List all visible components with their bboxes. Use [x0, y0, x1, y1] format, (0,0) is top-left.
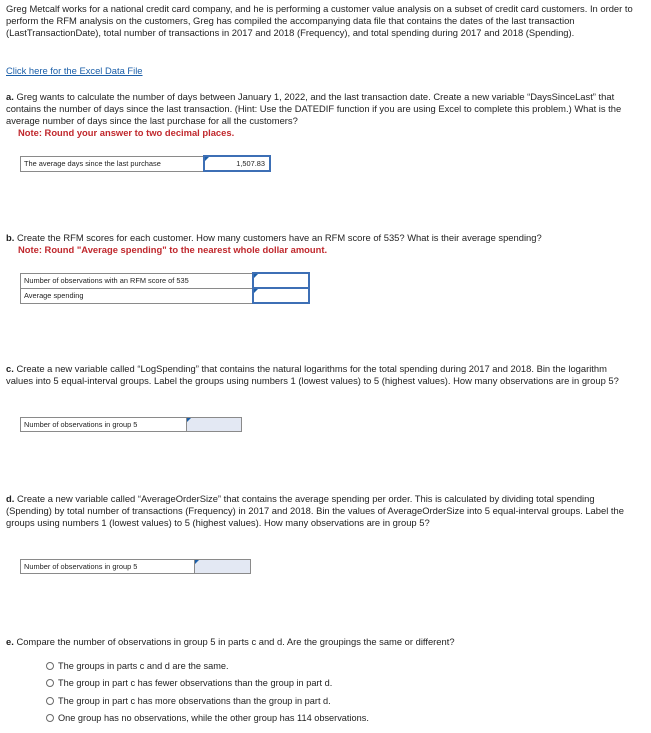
part-d-label: d.: [6, 493, 15, 504]
part-c-question: [6, 363, 634, 387]
input-corner-marker: [195, 560, 199, 564]
rfm-535-count-label: Number of observations with an RFM score of 535: [21, 273, 254, 288]
option-one-empty[interactable]: [46, 712, 369, 724]
radio-button[interactable]: [46, 697, 54, 705]
radio-button[interactable]: [46, 714, 54, 722]
radio-button[interactable]: [46, 662, 54, 670]
average-spending-input[interactable]: [253, 288, 309, 303]
table-row: [21, 560, 251, 574]
part-a-question: [6, 91, 634, 139]
table-row: [21, 156, 271, 171]
part-d-group5-input[interactable]: [195, 560, 251, 574]
part-e-label: e.: [6, 636, 14, 647]
part-d-answer-table: [20, 559, 251, 574]
part-a-label: a.: [6, 91, 14, 102]
radio-button[interactable]: [46, 679, 54, 687]
problem-intro: Greg Metcalf works for a national credit card company, and he is performing a customer value analysis on a subset of credit card customers. In order to perform the RFM analysis on the customers, Greg has compiled the accompanying data file that contains the dates of the last transaction (LastTransactionDate), total number of transactions in 2017 and 2018 (Frequency), and total spending during 2017 and 2018 (Spending).: [6, 3, 633, 38]
part-d-text: Create a new variable called “AverageOrderSize” that contains the average spending per order. This is calculated by dividing total spending (Spending) by total number of transactions (Frequency) in 2017 and 2018. Bin the values of AverageOrderSize into 5 equal-interval groups. Label the groups using numbers 1 (lowest values) to 5 (highest values). How many observations are in group 5?: [6, 493, 624, 528]
part-a-answer-table: [20, 155, 271, 172]
input-corner-marker: [187, 418, 191, 422]
rfm-535-count-input[interactable]: [253, 273, 309, 288]
part-e-text: Compare the number of observations in group 5 in parts c and d. Are the groupings the same or different?: [16, 636, 455, 647]
option-label: The groups in parts c and d are the same.: [58, 661, 229, 671]
option-label: One group has no observations, while the other group has 114 observations.: [58, 713, 369, 723]
part-b-label: b.: [6, 232, 15, 243]
input-corner-marker: [254, 289, 258, 293]
excel-data-file-link[interactable]: Click here for the Excel Data File: [6, 65, 143, 76]
part-a-text: Greg wants to calculate the number of days between January 1, 2022, and the last transaction date. Create a new variable “DaysSinceLast” that contains the number of days since the last transaction. (Hint: Use the DATEDIF function if you are using Excel to complete this problem.) What is the average number of days since the last purchase for all the customers?: [6, 91, 622, 126]
average-days-value: 1,507.83: [236, 159, 265, 168]
part-c-group5-label: Number of observations in group 5: [21, 418, 187, 432]
part-b-note: Note: Round "Average spending" to the nearest whole dollar amount.: [18, 243, 328, 255]
part-c-label: c.: [6, 363, 14, 374]
part-e-question: [6, 636, 634, 648]
part-c-group5-input[interactable]: [187, 418, 242, 432]
table-row: [21, 288, 310, 303]
part-b-question: [6, 232, 634, 256]
option-label: The group in part c has fewer observations than the group in part d.: [58, 678, 333, 688]
table-row: [21, 273, 310, 288]
average-days-input[interactable]: [204, 156, 270, 171]
part-d-group5-label: Number of observations in group 5: [21, 560, 195, 574]
option-c-fewer[interactable]: [46, 677, 332, 689]
part-b-text: Create the RFM scores for each customer. How many customers have an RFM score of 535? What is their average spending?: [16, 232, 542, 243]
table-row: [21, 418, 242, 432]
input-corner-marker: [205, 157, 209, 161]
option-label: The group in part c has more observations than the group in part d.: [58, 696, 331, 706]
average-spending-label: Average spending: [21, 288, 254, 303]
part-d-question: [6, 493, 634, 529]
option-groups-same[interactable]: [46, 660, 229, 672]
part-c-text: Create a new variable called “LogSpending” that contains the natural logarithms for the total spending during 2017 and 2018. Bin the logarithm values into 5 equal-interval groups. Label the groups using numbers 1 (lowest values) to 5 (highest values). How many observations are in group 5?: [6, 363, 619, 386]
average-days-label: The average days since the last purchase: [21, 156, 205, 171]
part-a-note: Note: Round your answer to two decimal places.: [18, 126, 235, 138]
part-c-answer-table: [20, 417, 242, 432]
option-c-more[interactable]: [46, 695, 331, 707]
part-b-answer-table: [20, 272, 310, 304]
input-corner-marker: [254, 274, 258, 278]
